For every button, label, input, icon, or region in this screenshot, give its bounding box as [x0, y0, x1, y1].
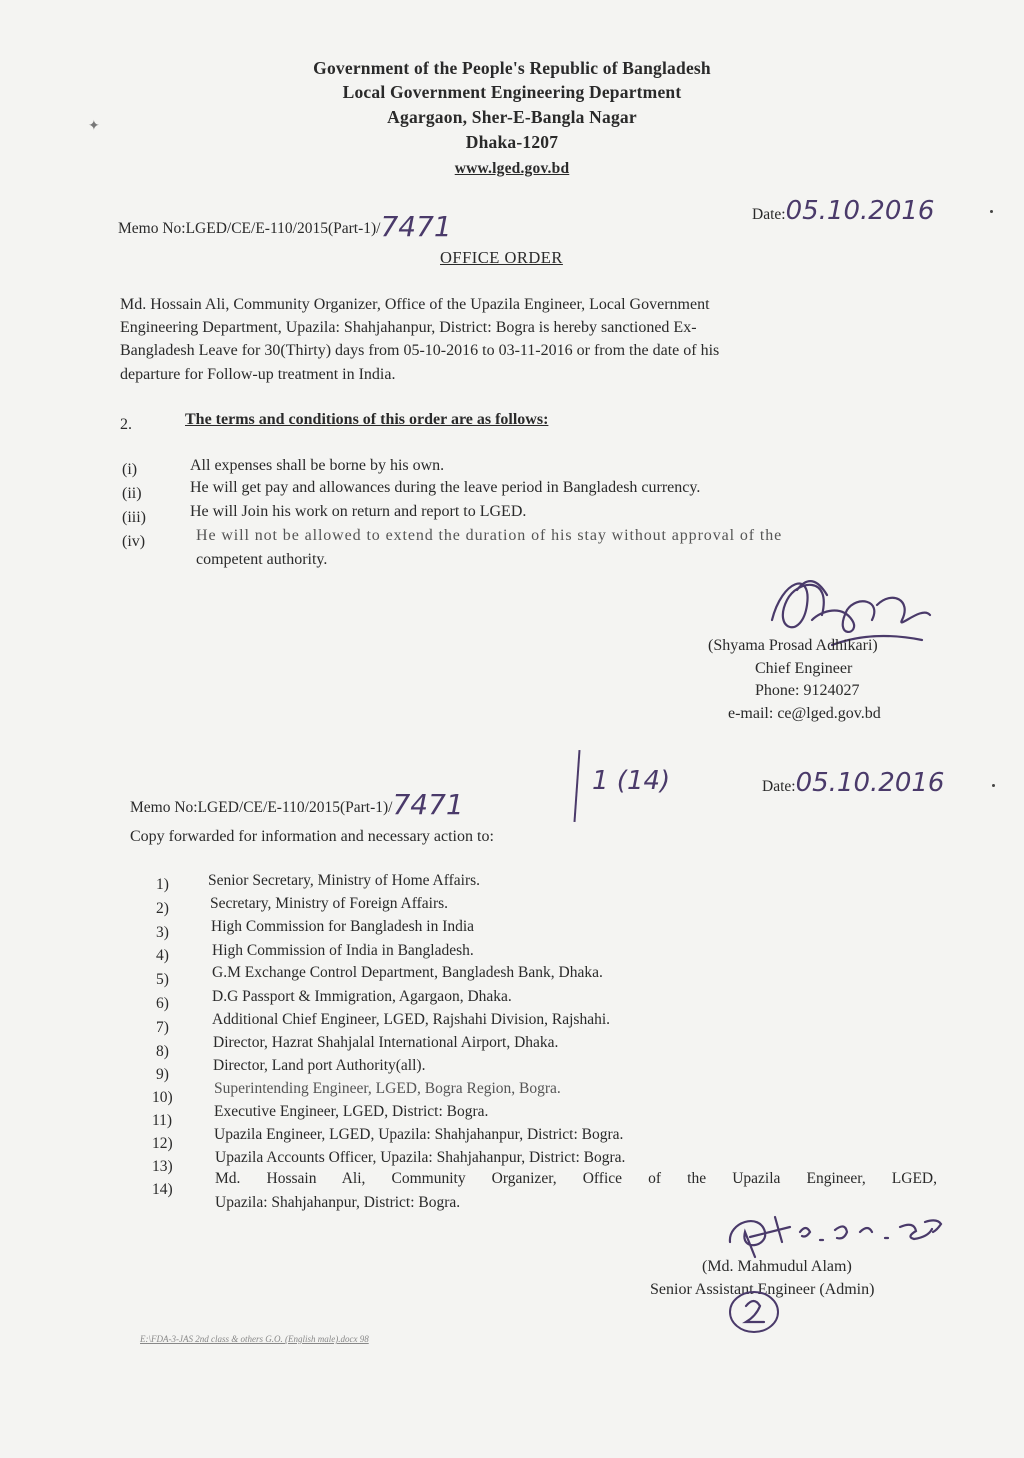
condition-text: He will not be allowed to extend the duration of his stay without approval of the	[196, 527, 783, 544]
recipient-num: 1)	[156, 876, 169, 893]
copy-memo-prefix: Memo No:LGED/CE/E-110/2015(Part-1)/	[130, 799, 393, 816]
copy-date-handwritten: 05.10.2016	[795, 768, 945, 798]
recipient-text: D.G Passport & Immigration, Agargaon, Dhaka.	[212, 988, 512, 1005]
document-title: OFFICE ORDER	[440, 248, 563, 267]
memo-number-row	[118, 207, 452, 243]
recipient-num: 4)	[156, 947, 169, 964]
recipient-text: High Commission of India in Bangladesh.	[212, 942, 474, 959]
chief-engineer-email: e-mail: ce@lged.gov.bd	[728, 705, 881, 722]
condition-num: (iv)	[122, 533, 146, 550]
handwritten-divider	[573, 750, 580, 822]
city-line: Dhaka-1207	[465, 132, 559, 152]
admin-signature	[720, 1202, 960, 1264]
section-title: The terms and conditions of this order are as follows:	[185, 411, 549, 428]
chief-engineer-title: Chief Engineer	[755, 660, 853, 677]
website-row	[0, 157, 1024, 178]
condition-num: (i)	[122, 461, 138, 478]
recipient-text: Director, Hazrat Shahjalal International Airport, Dhaka.	[213, 1034, 559, 1051]
recipient-text-continued: Upazila: Shahjahanpur, District: Bogra.	[215, 1194, 461, 1211]
copy-date-label: Date:	[762, 778, 796, 795]
copy-memo-row	[130, 786, 464, 819]
chief-engineer-name: (Shyama Prosad Adhikari)	[708, 637, 878, 654]
condition-text: He will get pay and allowances during the leave period in Bangladesh currency.	[190, 479, 701, 496]
copy-memo-suffix-handwritten: 1 (14)	[592, 766, 671, 796]
handwritten-circled-2	[724, 1282, 784, 1338]
admin-signatory-title: Senior Assistant Engineer (Admin)	[650, 1281, 875, 1298]
body-line-3: Bangladesh Leave for 30(Thirty) days from 05-10-2016 to 03-11-2016 or from the date of his	[120, 342, 720, 359]
memo-number-handwritten: 7471	[380, 210, 452, 243]
condition-text-continued: competent authority.	[196, 551, 328, 568]
govt-header: Government of the People's Republic of Bangladesh	[313, 58, 711, 78]
recipient-text: Senior Secretary, Ministry of Home Affairs.	[208, 872, 481, 889]
recipient-text: Executive Engineer, LGED, District: Bogra.	[214, 1103, 489, 1120]
copy-intro: Copy forwarded for information and necessary action to:	[130, 828, 494, 845]
recipient-text: Md. Hossain Ali, Community Organizer, Office of the Upazila Engineer, LGED,	[215, 1170, 937, 1187]
body-line-2: Engineering Department, Upazila: Shahjahanpur, District: Bogra is hereby sanctioned Ex-	[120, 319, 697, 336]
address-line: Agargaon, Sher-E-Bangla Nagar	[387, 107, 637, 127]
condition-num: (ii)	[122, 485, 142, 502]
recipient-num: 13)	[152, 1158, 173, 1175]
recipient-num: 2)	[156, 900, 169, 917]
condition-text: All expenses shall be borne by his own.	[190, 457, 445, 474]
condition-text: He will Join his work on return and report to LGED.	[190, 503, 527, 520]
memo-prefix: Memo No:LGED/CE/E-110/2015(Part-1)/	[118, 220, 381, 237]
recipient-num: 3)	[156, 924, 169, 941]
recipient-num: 7)	[156, 1019, 169, 1036]
recipient-num: 6)	[156, 995, 169, 1012]
recipient-num: 14)	[152, 1181, 173, 1198]
margin-mark: ✦	[88, 119, 100, 134]
recipient-num: 8)	[156, 1043, 169, 1060]
department-header: Local Government Engineering Department	[342, 82, 682, 102]
recipient-text: Secretary, Ministry of Foreign Affairs.	[210, 895, 449, 912]
recipient-text: Upazila Accounts Officer, Upazila: Shahjahanpur, District: Bogra.	[215, 1149, 626, 1166]
order-date-row	[752, 196, 934, 226]
order-date-handwritten: 05.10.2016	[785, 196, 935, 226]
recipient-num: 11)	[152, 1112, 173, 1129]
stray-mark	[990, 210, 993, 213]
copy-date-row	[762, 768, 944, 798]
recipient-num: 5)	[156, 971, 169, 988]
recipient-text: High Commission for Bangladesh in India	[211, 918, 475, 935]
chief-engineer-phone: Phone: 9124027	[755, 682, 860, 699]
recipient-text: Superintending Engineer, LGED, Bogra Region, Bogra.	[214, 1080, 561, 1097]
section-number: 2.	[120, 416, 132, 433]
footer-file-path: E:\FDA-3-JAS 2nd class & others G.O. (English male).docx 98	[140, 1334, 369, 1344]
condition-num: (iii)	[122, 509, 146, 526]
copy-memo-number-handwritten: 7471	[392, 788, 464, 821]
body-line-4: departure for Follow-up treatment in India.	[120, 366, 396, 383]
recipient-text: Director, Land port Authority(all).	[213, 1057, 426, 1074]
recipient-num: 9)	[156, 1066, 169, 1083]
recipient-num: 12)	[152, 1135, 173, 1152]
recipient-num: 10)	[152, 1089, 173, 1106]
recipient-text: Additional Chief Engineer, LGED, Rajshahi Division, Rajshahi.	[212, 1011, 611, 1028]
recipient-text: Upazila Engineer, LGED, Upazila: Shahjahanpur, District: Bogra.	[214, 1126, 624, 1143]
admin-signatory-name: (Md. Mahmudul Alam)	[702, 1258, 852, 1275]
date-label: Date:	[752, 206, 786, 223]
website-link[interactable]: www.lged.gov.bd	[454, 160, 570, 177]
recipient-text: G.M Exchange Control Department, Bangladesh Bank, Dhaka.	[212, 964, 603, 981]
body-line-1: Md. Hossain Ali, Community Organizer, Office of the Upazila Engineer, Local Government	[120, 296, 710, 313]
stray-mark	[992, 784, 995, 787]
